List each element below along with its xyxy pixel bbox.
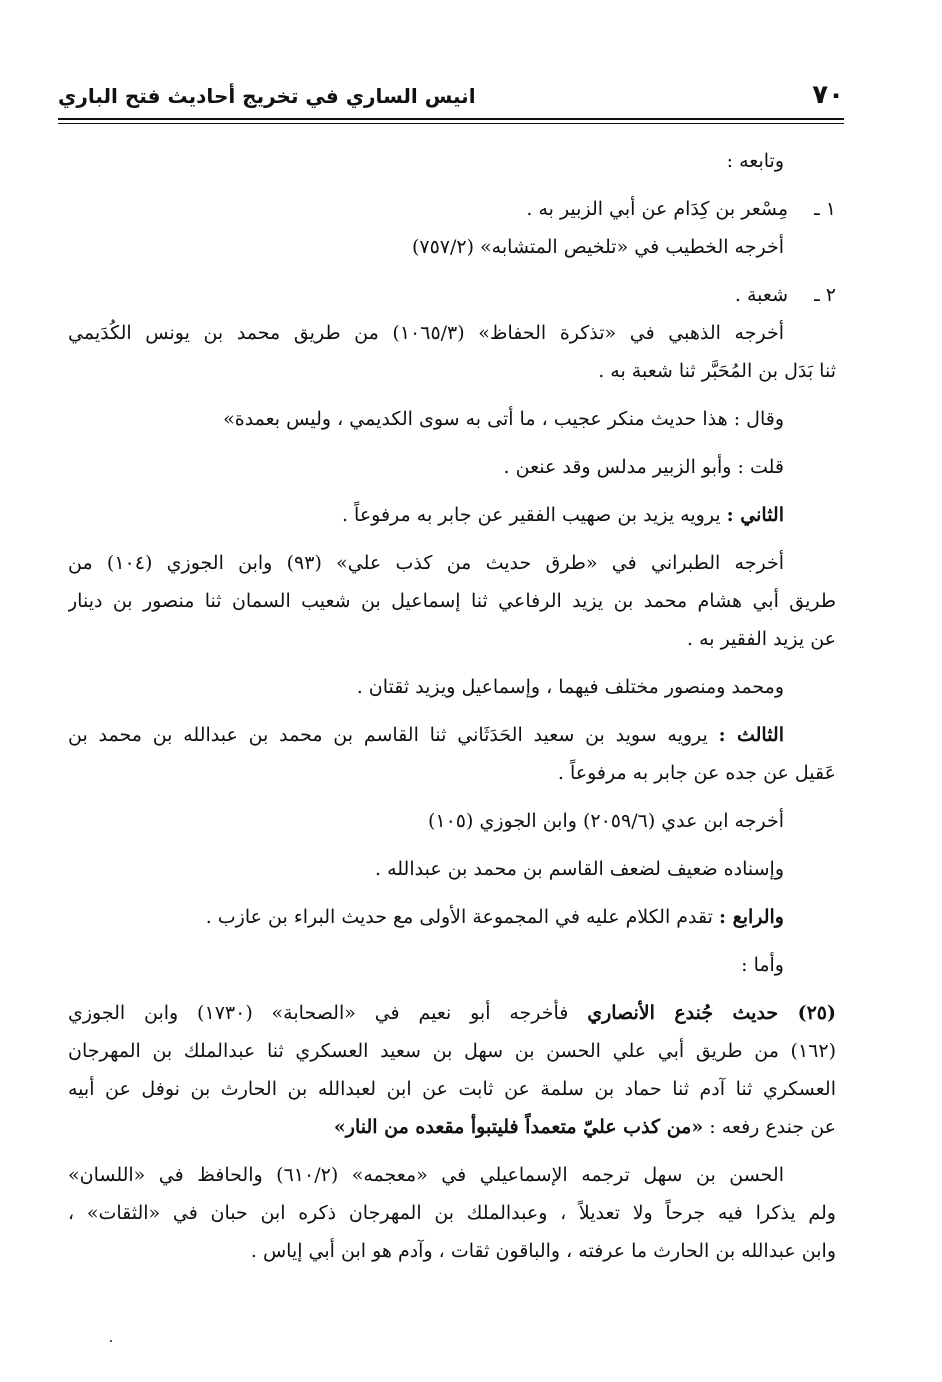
text-line [68,994,836,1032]
line-text: وقال : هذا حديث منكر عجيب ، ما أتى به سوى الكديمي ، وليس بعمدة» [223,408,784,430]
text-line [68,716,836,754]
line-text: العسكري ثنا آدم ثنا حماد بن سلمة عن ثابت عن ابن لعبدالله بن الحارث بن نوفل عن أبيه [68,1078,836,1100]
line-text: قلت : وأبو الزبير مدلس وقد عنعن . [503,456,784,478]
text-line [68,228,836,266]
text-line [68,544,836,582]
text-line [68,352,836,390]
line-text: وإسناده ضعيف لضعف القاسم بن محمد بن عبدالله . [375,858,784,880]
line-text: وابن عبدالله بن الحارث ما عرفته ، والباقون ثقات ، وآدم هو ابن أبي إياس . [250,1240,836,1262]
page-body [68,142,836,1270]
section-label: الثاني : [726,504,784,526]
line-text: طريق أبي هشام محمد بن يزيد الرفاعي ثنا إسماعيل بن شعيب السمان ثنا منصور بن دينار [68,590,836,612]
section-label: الثالث : [718,724,784,746]
hadith-text: «من كذب عليّ متعمداً فليتبوأ مقعده من النار» [333,1116,704,1138]
line-text: وتابعه : [726,150,784,172]
line-text: الحسن بن سهل ترجمه الإسماعيلي في «معجمه» (٦١٠/٢) والحافظ في «اللسان» [68,1164,784,1186]
text-line [68,582,836,620]
text-line [68,802,836,840]
line-text: ولم يذكرا فيه جرحاً ولا تعديلاً ، وعبدالملك بن المهرجان ذكره ابن حبان في «الثقات» ، [68,1202,836,1224]
line-text: شعبة . [734,284,788,306]
text-line [68,1232,836,1270]
text-line [68,496,836,534]
line-text: فأخرجه أبو نعيم في «الصحابة» (١٧٣٠) وابن الجوزي [68,1002,588,1024]
item-number: ٢ ـ [814,284,836,306]
line-text: عَقيل عن جده عن جابر به مرفوعاً . [557,762,836,784]
text-line [68,314,836,352]
line-text: مِسْعر بن كِدَام عن أبي الزبير به . [526,198,788,220]
scan-speck [110,1340,112,1342]
page-header [58,70,844,114]
text-line [68,1108,836,1146]
text-line [68,400,836,438]
text-line [68,850,836,888]
text-line [68,668,836,706]
header-rule [58,118,844,124]
text-line [68,754,836,792]
text-line [68,946,836,984]
item-number: ١ ـ [814,198,836,220]
line-text: عن جندع رفعه : [703,1116,836,1138]
hadith-heading: (٢٥) حديث جُندع الأنصاري [587,1002,836,1024]
text-line [68,620,836,658]
line-text: عن يزيد الفقير به . [686,628,836,650]
line-text: (١٦٢) من طريق أبي علي الحسن بن سهل بن سعيد العسكري ثنا عبدالملك بن المهرجان [68,1040,836,1062]
text-line [68,1032,836,1070]
running-title: انيس الساري في تخريج أحاديث فتح الباري [58,84,476,108]
line-text: يرويه سويد بن سعيد الحَدَثَاني ثنا القاسم بن محمد بن عبدالله بن محمد بن [68,724,719,746]
page-number: ٧٠ [812,80,844,110]
line-text: يرويه يزيد بن صهيب الفقير عن جابر به مرفوعاً . [341,504,727,526]
text-line [68,1156,836,1194]
list-item [68,190,836,228]
text-line [68,142,836,180]
line-text: ثنا بَدَل بن المُحَبَّر ثنا شعبة به . [598,360,836,382]
text-line [68,1070,836,1108]
text-line [68,448,836,486]
line-text: أخرجه الذهبي في «تذكرة الحفاظ» (١٠٦٥/٣) من طريق محمد بن يونس الكُدَيمي [68,322,784,344]
line-text: تقدم الكلام عليه في المجموعة الأولى مع حديث البراء بن عازب . [205,906,719,928]
line-text: أخرجه الطبراني في «طرق حديث من كذب علي» (٩٣) وابن الجوزي (١٠٤) من [68,552,784,574]
section-label: والرابع : [718,906,784,928]
line-text: أخرجه الخطيب في «تلخيص المتشابه» (٧٥٧/٢) [411,236,784,258]
line-text: وأما : [741,954,784,976]
line-text: أخرجه ابن عدي (٢٠٥٩/٦) وابن الجوزي (١٠٥) [427,810,784,832]
line-text: ومحمد ومنصور مختلف فيهما ، وإسماعيل ويزيد ثقتان . [356,676,784,698]
list-item [68,276,836,314]
text-line [68,1194,836,1232]
text-line [68,898,836,936]
